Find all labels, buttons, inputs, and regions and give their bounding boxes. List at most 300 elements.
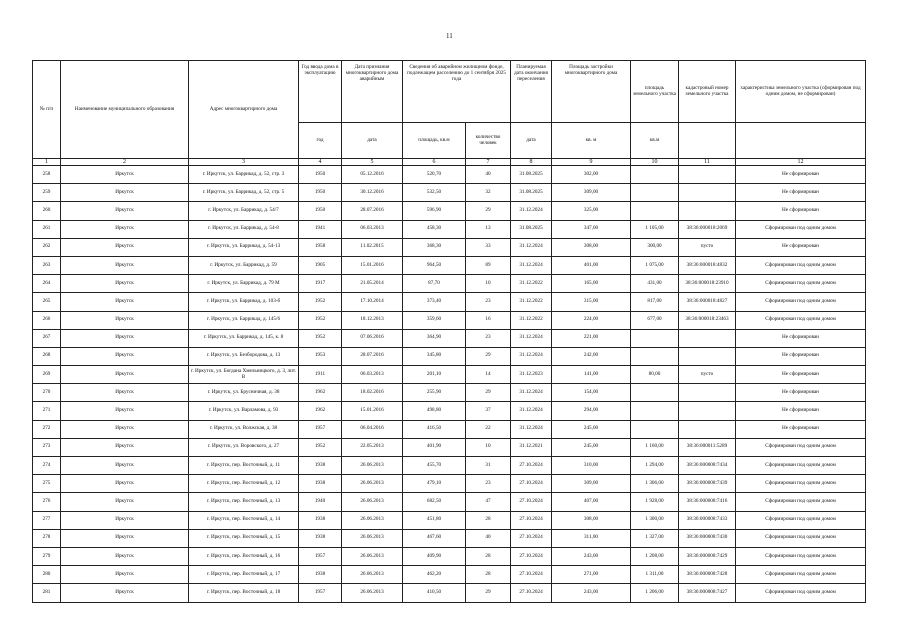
building-area-cell: 315,00 (552, 293, 631, 311)
emergency-date-cell: 18.12.2013 (342, 311, 403, 329)
municipality-cell: Иркутск (61, 438, 189, 456)
planned-end-date-cell: 31.12.2022 (511, 293, 552, 311)
cadastral-number-cell (679, 184, 736, 202)
commission-year-cell: 1957 (299, 584, 342, 602)
column-number: 1 (33, 159, 61, 166)
municipality-cell: Иркутск (61, 184, 189, 202)
living-area-cell: 455,70 (403, 457, 466, 475)
address-cell: г. Иркутск, ул. Воровского, д. 27 (189, 438, 299, 456)
municipality-cell: Иркутск (61, 529, 189, 547)
header-commission-year: Год ввода дома в эксплуатацию (299, 61, 342, 123)
land-area-cell (631, 347, 679, 365)
address-cell: г. Иркутск, ул. Баррикад, д. 52, стр. 5 (189, 184, 299, 202)
land-area-cell: 431,00 (631, 275, 679, 293)
municipality-cell: Иркутск (61, 493, 189, 511)
planned-end-date-cell: 27.10.2024 (511, 566, 552, 584)
table-row (33, 402, 866, 420)
emergency-date-cell: 26.06.2013 (342, 511, 403, 529)
building-area-cell: 221,00 (552, 329, 631, 347)
emergency-date-cell: 26.06.2013 (342, 475, 403, 493)
column-number: 3 (189, 159, 299, 166)
header-land-characteristic: характеристика земельного участка (сформирован под одним домом, не сформирован) (736, 61, 866, 123)
planned-end-date-cell: 31.12.2021 (511, 438, 552, 456)
land-status-cell: Не сформирован (736, 347, 866, 365)
column-number: 10 (631, 159, 679, 166)
row-number-cell: 276 (33, 493, 61, 511)
subheader-people: количество человек (466, 123, 511, 159)
municipality-cell: Иркутск (61, 220, 189, 238)
commission-year-cell: 1941 (299, 220, 342, 238)
planned-end-date-cell: 27.10.2024 (511, 584, 552, 602)
people-count-cell: 10 (466, 275, 511, 293)
emergency-date-cell: 26.06.2013 (342, 566, 403, 584)
table-row (33, 311, 866, 329)
building-area-cell: 271,00 (552, 566, 631, 584)
municipality-cell: Иркутск (61, 311, 189, 329)
municipality-cell: Иркутск (61, 384, 189, 402)
building-area-cell: 165,00 (552, 275, 631, 293)
table-row (33, 457, 866, 475)
cadastral-number-cell: 38:36:000008:7433 (679, 511, 736, 529)
land-area-cell: 1 311,00 (631, 566, 679, 584)
land-status-cell: Сформирован под одним домом (736, 275, 866, 293)
row-number-cell: 281 (33, 584, 61, 602)
people-count-cell: 16 (466, 311, 511, 329)
land-area-cell: 1 206,00 (631, 584, 679, 602)
table-header (33, 61, 866, 166)
table-row (33, 220, 866, 238)
land-status-cell: Не сформирован (736, 420, 866, 438)
header-land-area: площадь земельного участка (631, 61, 679, 123)
living-area-cell: 255,90 (403, 384, 466, 402)
cadastral-number-cell (679, 402, 736, 420)
living-area-cell: 532,50 (403, 184, 466, 202)
land-status-cell: Не сформирован (736, 166, 866, 184)
cadastral-number-cell: пусто (679, 238, 736, 256)
people-count-cell: 29 (466, 202, 511, 220)
commission-year-cell: 1938 (299, 511, 342, 529)
living-area-cell: 479,10 (403, 475, 466, 493)
living-area-cell: 201,10 (403, 366, 466, 384)
people-count-cell: 23 (466, 329, 511, 347)
commission-year-cell: 1950 (299, 202, 342, 220)
cadastral-number-cell: пусто (679, 366, 736, 384)
header-municipality: Наименование муниципального образования (61, 61, 189, 159)
planned-end-date-cell: 31.12.2023 (511, 366, 552, 384)
municipality-cell: Иркутск (61, 511, 189, 529)
municipality-cell: Иркутск (61, 547, 189, 565)
municipality-cell: Иркутск (61, 366, 189, 384)
land-area-cell (631, 166, 679, 184)
living-area-cell: 410,50 (403, 584, 466, 602)
header-address: Адрес многоквартирного дома (189, 61, 299, 159)
header-building-area: Площадь застройки многоквартирного дома (552, 61, 631, 123)
subheader-cadastral-empty (679, 123, 736, 159)
column-number: 2 (61, 159, 189, 166)
planned-end-date-cell: 31.08.2025 (511, 220, 552, 238)
commission-year-cell: 1940 (299, 493, 342, 511)
building-area-cell: 294,00 (552, 402, 631, 420)
building-area-cell: 243,00 (552, 547, 631, 565)
column-number: 6 (403, 159, 466, 166)
address-cell: г. Иркутск, ул. Баррикад, д. 145/6 (189, 311, 299, 329)
commission-year-cell: 1958 (299, 238, 342, 256)
commission-year-cell: 1905 (299, 256, 342, 274)
row-number-cell: 274 (33, 457, 61, 475)
people-count-cell: 29 (466, 384, 511, 402)
land-status-cell: Сформирован под одним домом (736, 584, 866, 602)
table-row (33, 529, 866, 547)
people-count-cell: 22 (466, 420, 511, 438)
municipality-cell: Иркутск (61, 256, 189, 274)
planned-end-date-cell: 27.10.2024 (511, 493, 552, 511)
emergency-date-cell: 06.03.2013 (342, 366, 403, 384)
building-area-cell: 311,00 (552, 529, 631, 547)
land-area-cell: 80,00 (631, 366, 679, 384)
building-area-cell: 245,00 (552, 420, 631, 438)
emergency-date-cell: 22.05.2013 (342, 438, 403, 456)
land-area-cell: 1 327,00 (631, 529, 679, 547)
emergency-date-cell: 26.06.2013 (342, 493, 403, 511)
land-status-cell: Сформирован под одним домом (736, 311, 866, 329)
planned-end-date-cell: 31.12.2024 (511, 420, 552, 438)
land-area-cell (631, 384, 679, 402)
living-area-cell: 364,90 (403, 329, 466, 347)
municipality-cell: Иркутск (61, 566, 189, 584)
cadastral-number-cell (679, 202, 736, 220)
header-planned-end-date: Планируемая дата окончания переселения (511, 61, 552, 123)
municipality-cell: Иркутск (61, 293, 189, 311)
column-number: 8 (511, 159, 552, 166)
table-row (33, 566, 866, 584)
land-status-cell: Сформирован под одним домом (736, 529, 866, 547)
municipality-cell: Иркутск (61, 202, 189, 220)
planned-end-date-cell: 27.10.2024 (511, 529, 552, 547)
table-row (33, 347, 866, 365)
cadastral-number-cell: 38:36:000008:7430 (679, 529, 736, 547)
emergency-date-cell: 07.06.2016 (342, 329, 403, 347)
cadastral-number-cell: 38:36:000008:7428 (679, 566, 736, 584)
land-area-cell: 1 294,00 (631, 457, 679, 475)
people-count-cell: 28 (466, 547, 511, 565)
living-area-cell: 596,90 (403, 202, 466, 220)
building-area-cell: 245,00 (552, 438, 631, 456)
cadastral-number-cell: 38:36:000018:2069 (679, 220, 736, 238)
page-number: 11 (446, 32, 453, 40)
cadastral-number-cell: 38:36:000008:7429 (679, 547, 736, 565)
header-row-number: № п/п (33, 61, 61, 159)
address-cell: г. Иркутск, ул. Волжская, д. 38 (189, 420, 299, 438)
living-area-cell: 401,90 (403, 438, 466, 456)
cadastral-number-cell (679, 329, 736, 347)
table-body (33, 166, 866, 603)
emergency-date-cell: 26.06.2013 (342, 457, 403, 475)
land-status-cell: Не сформирован (736, 238, 866, 256)
living-area-cell: 458,30 (403, 220, 466, 238)
row-number-cell: 267 (33, 329, 61, 347)
land-status-cell: Сформирован под одним домом (736, 493, 866, 511)
people-count-cell: 32 (466, 184, 511, 202)
commission-year-cell: 1938 (299, 566, 342, 584)
emergency-date-cell: 05.12.2016 (342, 166, 403, 184)
land-area-cell: 1 105,00 (631, 220, 679, 238)
table-row (33, 202, 866, 220)
address-cell: г. Иркутск, пер. Восточный, д. 17 (189, 566, 299, 584)
subheader-date: дата (342, 123, 403, 159)
people-count-cell: 28 (466, 566, 511, 584)
table-row (33, 420, 866, 438)
row-number-cell: 258 (33, 166, 61, 184)
address-cell: г. Иркутск, ул. Безбородова, д. 13 (189, 347, 299, 365)
address-cell: г. Иркутск, пер. Восточный, д. 11 (189, 457, 299, 475)
municipality-cell: Иркутск (61, 329, 189, 347)
land-area-cell: 1 160,00 (631, 438, 679, 456)
living-area-cell: 467,60 (403, 529, 466, 547)
cadastral-number-cell: 38:36:000011:5289 (679, 438, 736, 456)
row-number-cell: 264 (33, 275, 61, 293)
subheader-land-sqm: кв.м (631, 123, 679, 159)
commission-year-cell: 1950 (299, 184, 342, 202)
address-cell: г. Иркутск, ул. Баррикад, д. 54-13 (189, 238, 299, 256)
header-emergency-fund: Сведения об аварийном жилищном фонде, подлежащем расселению до 1 сентября 2025 года (403, 61, 511, 123)
header-emergency-date: Дата признания многоквартирного дома аварийным (342, 61, 403, 123)
people-count-cell: 47 (466, 493, 511, 511)
planned-end-date-cell: 31.08.2025 (511, 184, 552, 202)
column-number: 12 (736, 159, 866, 166)
building-area-cell: 347,00 (552, 220, 631, 238)
planned-end-date-cell: 31.12.2024 (511, 384, 552, 402)
people-count-cell: 29 (466, 347, 511, 365)
living-area-cell: 409,90 (403, 547, 466, 565)
address-cell: г. Иркутск, ул. Баррикад, д. 79 М (189, 275, 299, 293)
land-area-cell: 1 928,00 (631, 493, 679, 511)
commission-year-cell: 1952 (299, 438, 342, 456)
living-area-cell: 520,70 (403, 166, 466, 184)
land-area-cell: 677,00 (631, 311, 679, 329)
row-number-cell: 273 (33, 438, 61, 456)
commission-year-cell: 1911 (299, 366, 342, 384)
living-area-cell: 345,80 (403, 347, 466, 365)
people-count-cell: 29 (466, 584, 511, 602)
table-row (33, 256, 866, 274)
planned-end-date-cell: 31.12.2022 (511, 311, 552, 329)
cadastral-number-cell: 38:36:000018:23910 (679, 275, 736, 293)
commission-year-cell: 1952 (299, 293, 342, 311)
building-area-cell: 242,00 (552, 347, 631, 365)
table-row (33, 184, 866, 202)
cadastral-number-cell: 38:36:000018:23463 (679, 311, 736, 329)
row-number-cell: 268 (33, 347, 61, 365)
planned-end-date-cell: 31.12.2022 (511, 275, 552, 293)
row-number-cell: 275 (33, 475, 61, 493)
header-cadastral-number: кадастровый номер земельного участка (679, 61, 736, 123)
cadastral-number-cell: 38:36:000008:7416 (679, 493, 736, 511)
address-cell: г. Иркутск, ул. Богдана Хмельницкого, д. 3, лит. В (189, 366, 299, 384)
row-number-cell: 269 (33, 366, 61, 384)
cadastral-number-cell (679, 420, 736, 438)
row-number-cell: 262 (33, 238, 61, 256)
emergency-date-cell: 26.06.2013 (342, 529, 403, 547)
living-area-cell: 359,60 (403, 311, 466, 329)
cadastral-number-cell (679, 384, 736, 402)
living-area-cell: 462,20 (403, 566, 466, 584)
land-status-cell: Сформирован под одним домом (736, 566, 866, 584)
cadastral-number-cell (679, 166, 736, 184)
land-area-cell: 1 300,00 (631, 511, 679, 529)
building-area-cell: 224,00 (552, 311, 631, 329)
table-row (33, 438, 866, 456)
emergency-date-cell: 26.06.2013 (342, 584, 403, 602)
address-cell: г. Иркутск, ул. Баррикад, д. 52, стр. 3 (189, 166, 299, 184)
subheader-year: год (299, 123, 342, 159)
land-area-cell (631, 202, 679, 220)
emergency-date-cell: 15.01.2016 (342, 256, 403, 274)
planned-end-date-cell: 31.12.2024 (511, 238, 552, 256)
land-status-cell: Не сформирован (736, 329, 866, 347)
municipality-cell: Иркутск (61, 457, 189, 475)
subheader-characteristic-empty (736, 123, 866, 159)
address-cell: г. Иркутск, пер. Восточный, д. 18 (189, 584, 299, 602)
table-row (33, 293, 866, 311)
subheader-area: площадь, кв.м (403, 123, 466, 159)
building-area-cell: 401,00 (552, 256, 631, 274)
address-cell: г. Иркутск, пер. Восточный, д. 12 (189, 475, 299, 493)
building-area-cell: 309,00 (552, 475, 631, 493)
people-count-cell: 13 (466, 220, 511, 238)
row-number-cell: 278 (33, 529, 61, 547)
row-number-cell: 266 (33, 311, 61, 329)
address-cell: г. Иркутск, ул. Баррикад, д. 54-8 (189, 220, 299, 238)
commission-year-cell: 1952 (299, 329, 342, 347)
column-number: 9 (552, 159, 631, 166)
commission-year-cell: 1957 (299, 547, 342, 565)
emergency-date-cell: 15.01.2016 (342, 402, 403, 420)
land-status-cell: Сформирован под одним домом (736, 256, 866, 274)
land-status-cell: Не сформирован (736, 202, 866, 220)
land-status-cell: Не сформирован (736, 402, 866, 420)
building-area-cell: 243,00 (552, 584, 631, 602)
municipality-cell: Иркутск (61, 275, 189, 293)
emergency-date-cell: 28.07.2016 (342, 202, 403, 220)
address-cell: г. Иркутск, пер. Восточный, д. 14 (189, 511, 299, 529)
planned-end-date-cell: 27.10.2024 (511, 475, 552, 493)
living-area-cell: 368,30 (403, 238, 466, 256)
commission-year-cell: 1952 (299, 311, 342, 329)
building-area-cell: 407,00 (552, 493, 631, 511)
address-cell: г. Иркутск, ул. Баррикад, д. 54/7 (189, 202, 299, 220)
subheader-end-date: дата (511, 123, 552, 159)
table-row (33, 493, 866, 511)
commission-year-cell: 1938 (299, 457, 342, 475)
planned-end-date-cell: 31.12.2024 (511, 202, 552, 220)
table-row (33, 275, 866, 293)
address-cell: г. Иркутск, ул. Баррикад, д. 145, к. 8 (189, 329, 299, 347)
living-area-cell: 498,80 (403, 402, 466, 420)
land-area-cell: 1 075,00 (631, 256, 679, 274)
land-area-cell (631, 184, 679, 202)
people-count-cell: 28 (466, 511, 511, 529)
row-number-cell: 270 (33, 384, 61, 402)
land-area-cell: 817,00 (631, 293, 679, 311)
living-area-cell: 451,80 (403, 511, 466, 529)
emergency-housing-table (32, 60, 866, 603)
table-row (33, 366, 866, 384)
living-area-cell: 416,50 (403, 420, 466, 438)
building-area-cell: 308,00 (552, 238, 631, 256)
emergency-date-cell: 21.05.2014 (342, 275, 403, 293)
people-count-cell: 40 (466, 166, 511, 184)
municipality-cell: Иркутск (61, 475, 189, 493)
emergency-date-cell: 30.12.2016 (342, 184, 403, 202)
municipality-cell: Иркутск (61, 238, 189, 256)
land-area-cell (631, 402, 679, 420)
commission-year-cell: 1938 (299, 475, 342, 493)
address-cell: г. Иркутск, пер. Восточный, д. 13 (189, 493, 299, 511)
municipality-cell: Иркутск (61, 347, 189, 365)
row-number-cell: 265 (33, 293, 61, 311)
land-status-cell: Не сформирован (736, 366, 866, 384)
land-status-cell: Сформирован под одним домом (736, 457, 866, 475)
land-area-cell: 300,00 (631, 238, 679, 256)
row-number-cell: 277 (33, 511, 61, 529)
table-row (33, 475, 866, 493)
commission-year-cell: 1950 (299, 166, 342, 184)
people-count-cell: 37 (466, 402, 511, 420)
building-area-cell: 309,00 (552, 184, 631, 202)
people-count-cell: 23 (466, 293, 511, 311)
people-count-cell: 10 (466, 438, 511, 456)
column-number: 11 (679, 159, 736, 166)
row-number-cell: 260 (33, 202, 61, 220)
land-area-cell (631, 329, 679, 347)
row-number-cell: 259 (33, 184, 61, 202)
land-area-cell: 1 306,00 (631, 475, 679, 493)
people-count-cell: 40 (466, 529, 511, 547)
living-area-cell: 87,70 (403, 275, 466, 293)
land-status-cell: Сформирован под одним домом (736, 220, 866, 238)
table-row (33, 329, 866, 347)
commission-year-cell: 1962 (299, 384, 342, 402)
planned-end-date-cell: 27.10.2024 (511, 457, 552, 475)
emergency-date-cell: 11.02.2015 (342, 238, 403, 256)
land-status-cell: Сформирован под одним домом (736, 293, 866, 311)
municipality-cell: Иркутск (61, 166, 189, 184)
row-number-cell: 261 (33, 220, 61, 238)
row-number-cell: 263 (33, 256, 61, 274)
address-cell: г. Иркутск, ул. Варламова, д. 93 (189, 402, 299, 420)
table-row (33, 384, 866, 402)
cadastral-number-cell: 38:36:000018:4832 (679, 256, 736, 274)
people-count-cell: 33 (466, 238, 511, 256)
commission-year-cell: 1917 (299, 275, 342, 293)
row-number-cell: 279 (33, 547, 61, 565)
building-area-cell: 154,00 (552, 384, 631, 402)
building-area-cell: 325,00 (552, 202, 631, 220)
commission-year-cell: 1957 (299, 420, 342, 438)
land-status-cell: Не сформирован (736, 184, 866, 202)
living-area-cell: 373,40 (403, 293, 466, 311)
table-row (33, 547, 866, 565)
table-row (33, 511, 866, 529)
commission-year-cell: 1938 (299, 529, 342, 547)
column-number: 4 (299, 159, 342, 166)
planned-end-date-cell: 31.12.2024 (511, 256, 552, 274)
building-area-cell: 141,00 (552, 366, 631, 384)
table-row (33, 584, 866, 602)
land-status-cell: Сформирован под одним домом (736, 475, 866, 493)
subheader-sqm: кв. м (552, 123, 631, 159)
cadastral-number-cell: 38:36:000008:7439 (679, 475, 736, 493)
